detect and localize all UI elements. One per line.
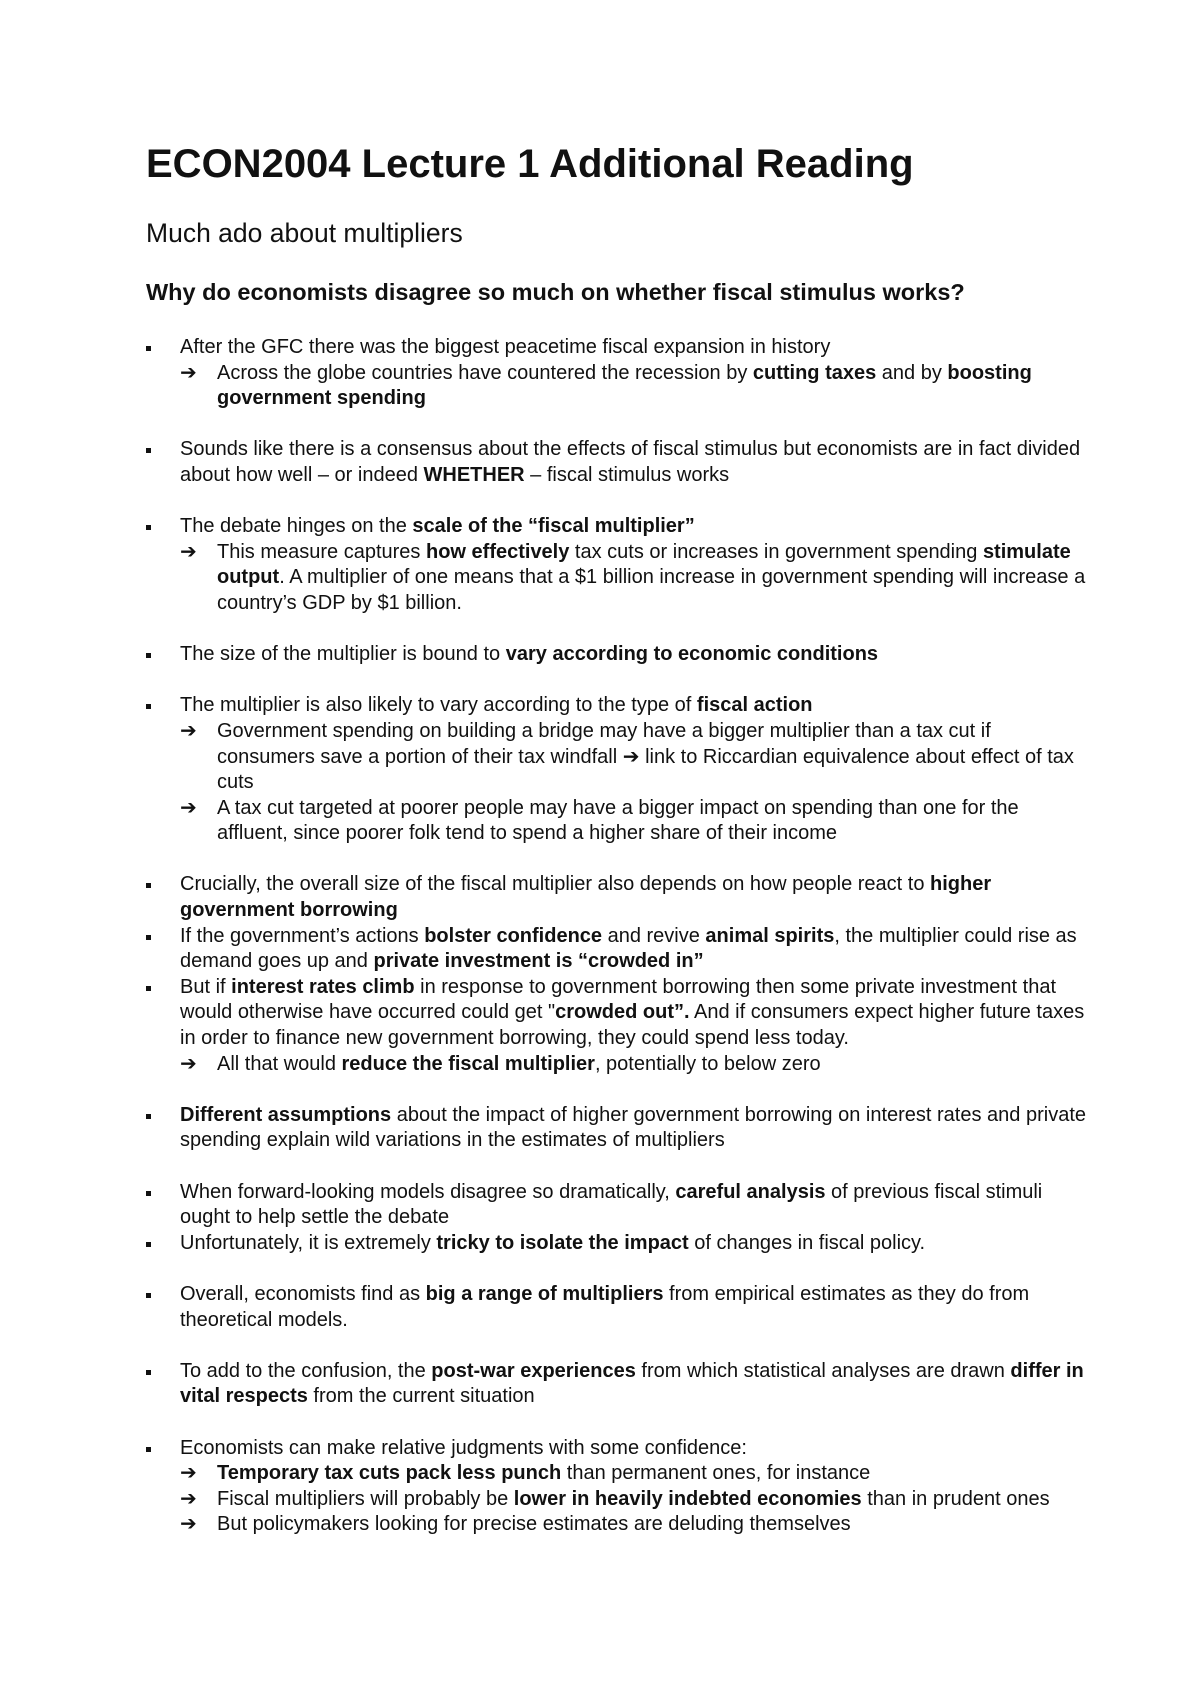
text-run: To add to the confusion, the — [180, 1359, 432, 1382]
emphasis-text: animal spirits — [705, 924, 835, 947]
emphasis-text: lower in heavily indebted economies — [513, 1487, 862, 1510]
arrow-right-icon: ➔ — [180, 1462, 197, 1485]
emphasis-text: tricky to isolate the impact — [436, 1231, 689, 1254]
emphasis-text: bolster confidence — [424, 924, 603, 947]
text-run: When forward-looking models disagree so dramatically, — [180, 1180, 676, 1203]
bullet-text: Economists can make relative judgments with some confidence: — [180, 1436, 747, 1459]
square-bullet-icon — [146, 1447, 151, 1452]
text-run: from the current situation — [307, 1385, 535, 1408]
square-bullet-icon — [146, 986, 151, 991]
text-run: But if — [180, 975, 232, 998]
emphasis-text: higher government borrowing — [180, 873, 992, 922]
square-bullet-icon — [146, 704, 151, 709]
text-run: than permanent ones, for instance — [561, 1462, 871, 1485]
square-bullet-icon — [146, 653, 151, 658]
text-run: . A multiplier of one means that a $1 billion increase in government spending will increase a country’s GDP by $1 billion. — [217, 566, 1086, 614]
sub-point — [180, 1512, 1086, 1538]
bullet-item — [146, 693, 1086, 847]
bullet-list — [146, 335, 1086, 1538]
bullet-item — [146, 924, 1086, 975]
square-bullet-icon — [146, 1293, 151, 1298]
document-title: ECON2004 Lecture 1 Additional Reading — [146, 142, 914, 186]
emphasis-text: boosting government spending — [217, 361, 1032, 410]
bullet-item — [146, 514, 1086, 616]
text-run: The debate hinges on the — [180, 515, 413, 538]
emphasis-text: stimulate output — [217, 540, 1071, 589]
text-run: link to Riccardian equivalence about effect of tax cuts — [217, 745, 1074, 794]
text-run: , potentially to below zero — [594, 1052, 821, 1075]
bullet-item — [146, 1359, 1086, 1410]
bullet-text: After the GFC there was the biggest peacetime fiscal expansion in history — [180, 336, 831, 358]
bullet-item — [146, 335, 1086, 412]
text-run: Sounds like there is a consensus about the effects of fiscal stimulus but economists are in fact divided about how well – or indeed — [180, 438, 1081, 486]
arrow-right-icon: ➔ — [180, 1513, 197, 1536]
sub-point — [180, 1487, 1086, 1513]
emphasis-text: Different assumptions — [180, 1103, 392, 1126]
text-run: and revive — [602, 924, 706, 947]
text-run: tax cuts or increases in government spending — [569, 540, 983, 563]
text-run: and by — [876, 361, 948, 384]
text-run: of changes in fiscal policy. — [688, 1231, 926, 1254]
sub-point — [180, 1461, 1086, 1487]
bullet-item — [146, 1282, 1086, 1333]
sub-point — [180, 796, 1086, 847]
bullet-item — [146, 1103, 1086, 1154]
text-run: Government spending on building a bridge may have a bigger multiplier than a tax cut if consumers save a portion of their tax windfall — [217, 719, 991, 768]
text-run: from empirical estimates as they do from theoretical models. — [180, 1282, 1030, 1331]
text-run: of previous fiscal stimuli ought to help settle the debate — [180, 1180, 1043, 1229]
text-run: about the impact of higher government borrowing on interest rates and private spending explain wild variations in the estimates of multipliers — [180, 1103, 1086, 1152]
sub-point — [180, 540, 1086, 617]
text-run: And if consumers expect higher future taxes in order to finance new government borrowing, they could spend less today. — [180, 1001, 1085, 1050]
arrow-right-icon: ➔ — [180, 361, 197, 384]
sub-point — [180, 719, 1086, 796]
square-bullet-icon — [146, 1242, 151, 1247]
bullet-item — [146, 1231, 1086, 1257]
arrow-right-icon: ➔ — [180, 1052, 197, 1075]
section-question: Why do economists disagree so much on whether fiscal stimulus works? — [146, 279, 965, 305]
text-run: A tax cut targeted at poorer people may have a bigger impact on spending than one for the affluent, since poorer folk tend to spend a higher share of their income — [217, 796, 1019, 845]
emphasis-text: reduce the fiscal multiplier — [341, 1052, 595, 1075]
emphasis-text: differ in vital respects — [180, 1359, 1084, 1408]
emphasis-text: scale of the “fiscal multiplier” — [412, 515, 695, 538]
text-run: But policymakers looking for precise estimates are deluding themselves — [217, 1513, 851, 1536]
bullet-item — [146, 872, 1086, 923]
text-run: Across the globe countries have countered the recession by — [217, 361, 753, 384]
square-bullet-icon — [146, 448, 151, 453]
sub-point — [180, 1052, 1086, 1078]
emphasis-text: careful analysis — [675, 1180, 826, 1203]
emphasis-text: post-war experiences — [431, 1359, 636, 1382]
square-bullet-icon — [146, 935, 151, 940]
emphasis-text: cutting taxes — [752, 361, 877, 384]
square-bullet-icon — [146, 1114, 151, 1119]
text-run: This measure captures — [217, 540, 426, 563]
text-run: The size of the multiplier is bound to — [180, 643, 506, 666]
arrow-right-icon: ➔ — [622, 745, 640, 768]
bullet-item — [146, 975, 1086, 1077]
square-bullet-icon — [146, 883, 151, 888]
text-run: The multiplier is also likely to vary according to the type of — [180, 694, 697, 717]
text-run: than in prudent ones — [861, 1487, 1050, 1510]
bullet-item — [146, 1180, 1086, 1231]
emphasis-text: private investment is “crowded in” — [373, 950, 704, 973]
emphasis-text: WHETHER — [423, 463, 525, 486]
bullet-item — [146, 642, 1086, 668]
emphasis-text: crowded out”. — [555, 1001, 690, 1024]
square-bullet-icon — [146, 346, 151, 351]
document-subtitle: Much ado about multipliers — [146, 218, 463, 248]
square-bullet-icon — [146, 1370, 151, 1375]
emphasis-text: big a range of multipliers — [425, 1282, 664, 1305]
text-run: – fiscal stimulus works — [524, 463, 730, 486]
text-run: Overall, economists find as — [180, 1282, 426, 1305]
arrow-right-icon: ➔ — [180, 796, 197, 819]
text-run: , the multiplier could rise as demand goes up and — [180, 924, 1077, 973]
text-run: in response to government borrowing then some private investment that would otherwise have occurred could get " — [180, 975, 1057, 1024]
emphasis-text: how effectively — [425, 540, 570, 563]
square-bullet-icon — [146, 525, 151, 530]
sub-point — [180, 361, 1086, 412]
bullet-item — [146, 437, 1086, 488]
text-run: Unfortunately, it is extremely — [180, 1231, 437, 1254]
text-run: Fiscal multipliers will probably be — [217, 1487, 514, 1510]
text-run: Crucially, the overall size of the fiscal multiplier also depends on how people react to — [180, 873, 931, 896]
emphasis-text: vary according to economic conditions — [505, 643, 879, 666]
arrow-right-icon: ➔ — [180, 1487, 197, 1510]
text-run: All that would — [217, 1052, 342, 1075]
bullet-item — [146, 1436, 1086, 1538]
emphasis-text: fiscal action — [696, 694, 813, 717]
arrow-right-icon: ➔ — [180, 719, 197, 742]
text-run: If the government’s actions — [180, 924, 425, 947]
text-run: from which statistical analyses are drawn — [635, 1359, 1011, 1382]
square-bullet-icon — [146, 1191, 151, 1196]
emphasis-text: Temporary tax cuts pack less punch — [217, 1462, 562, 1485]
arrow-right-icon: ➔ — [180, 540, 197, 563]
emphasis-text: interest rates climb — [231, 975, 415, 998]
